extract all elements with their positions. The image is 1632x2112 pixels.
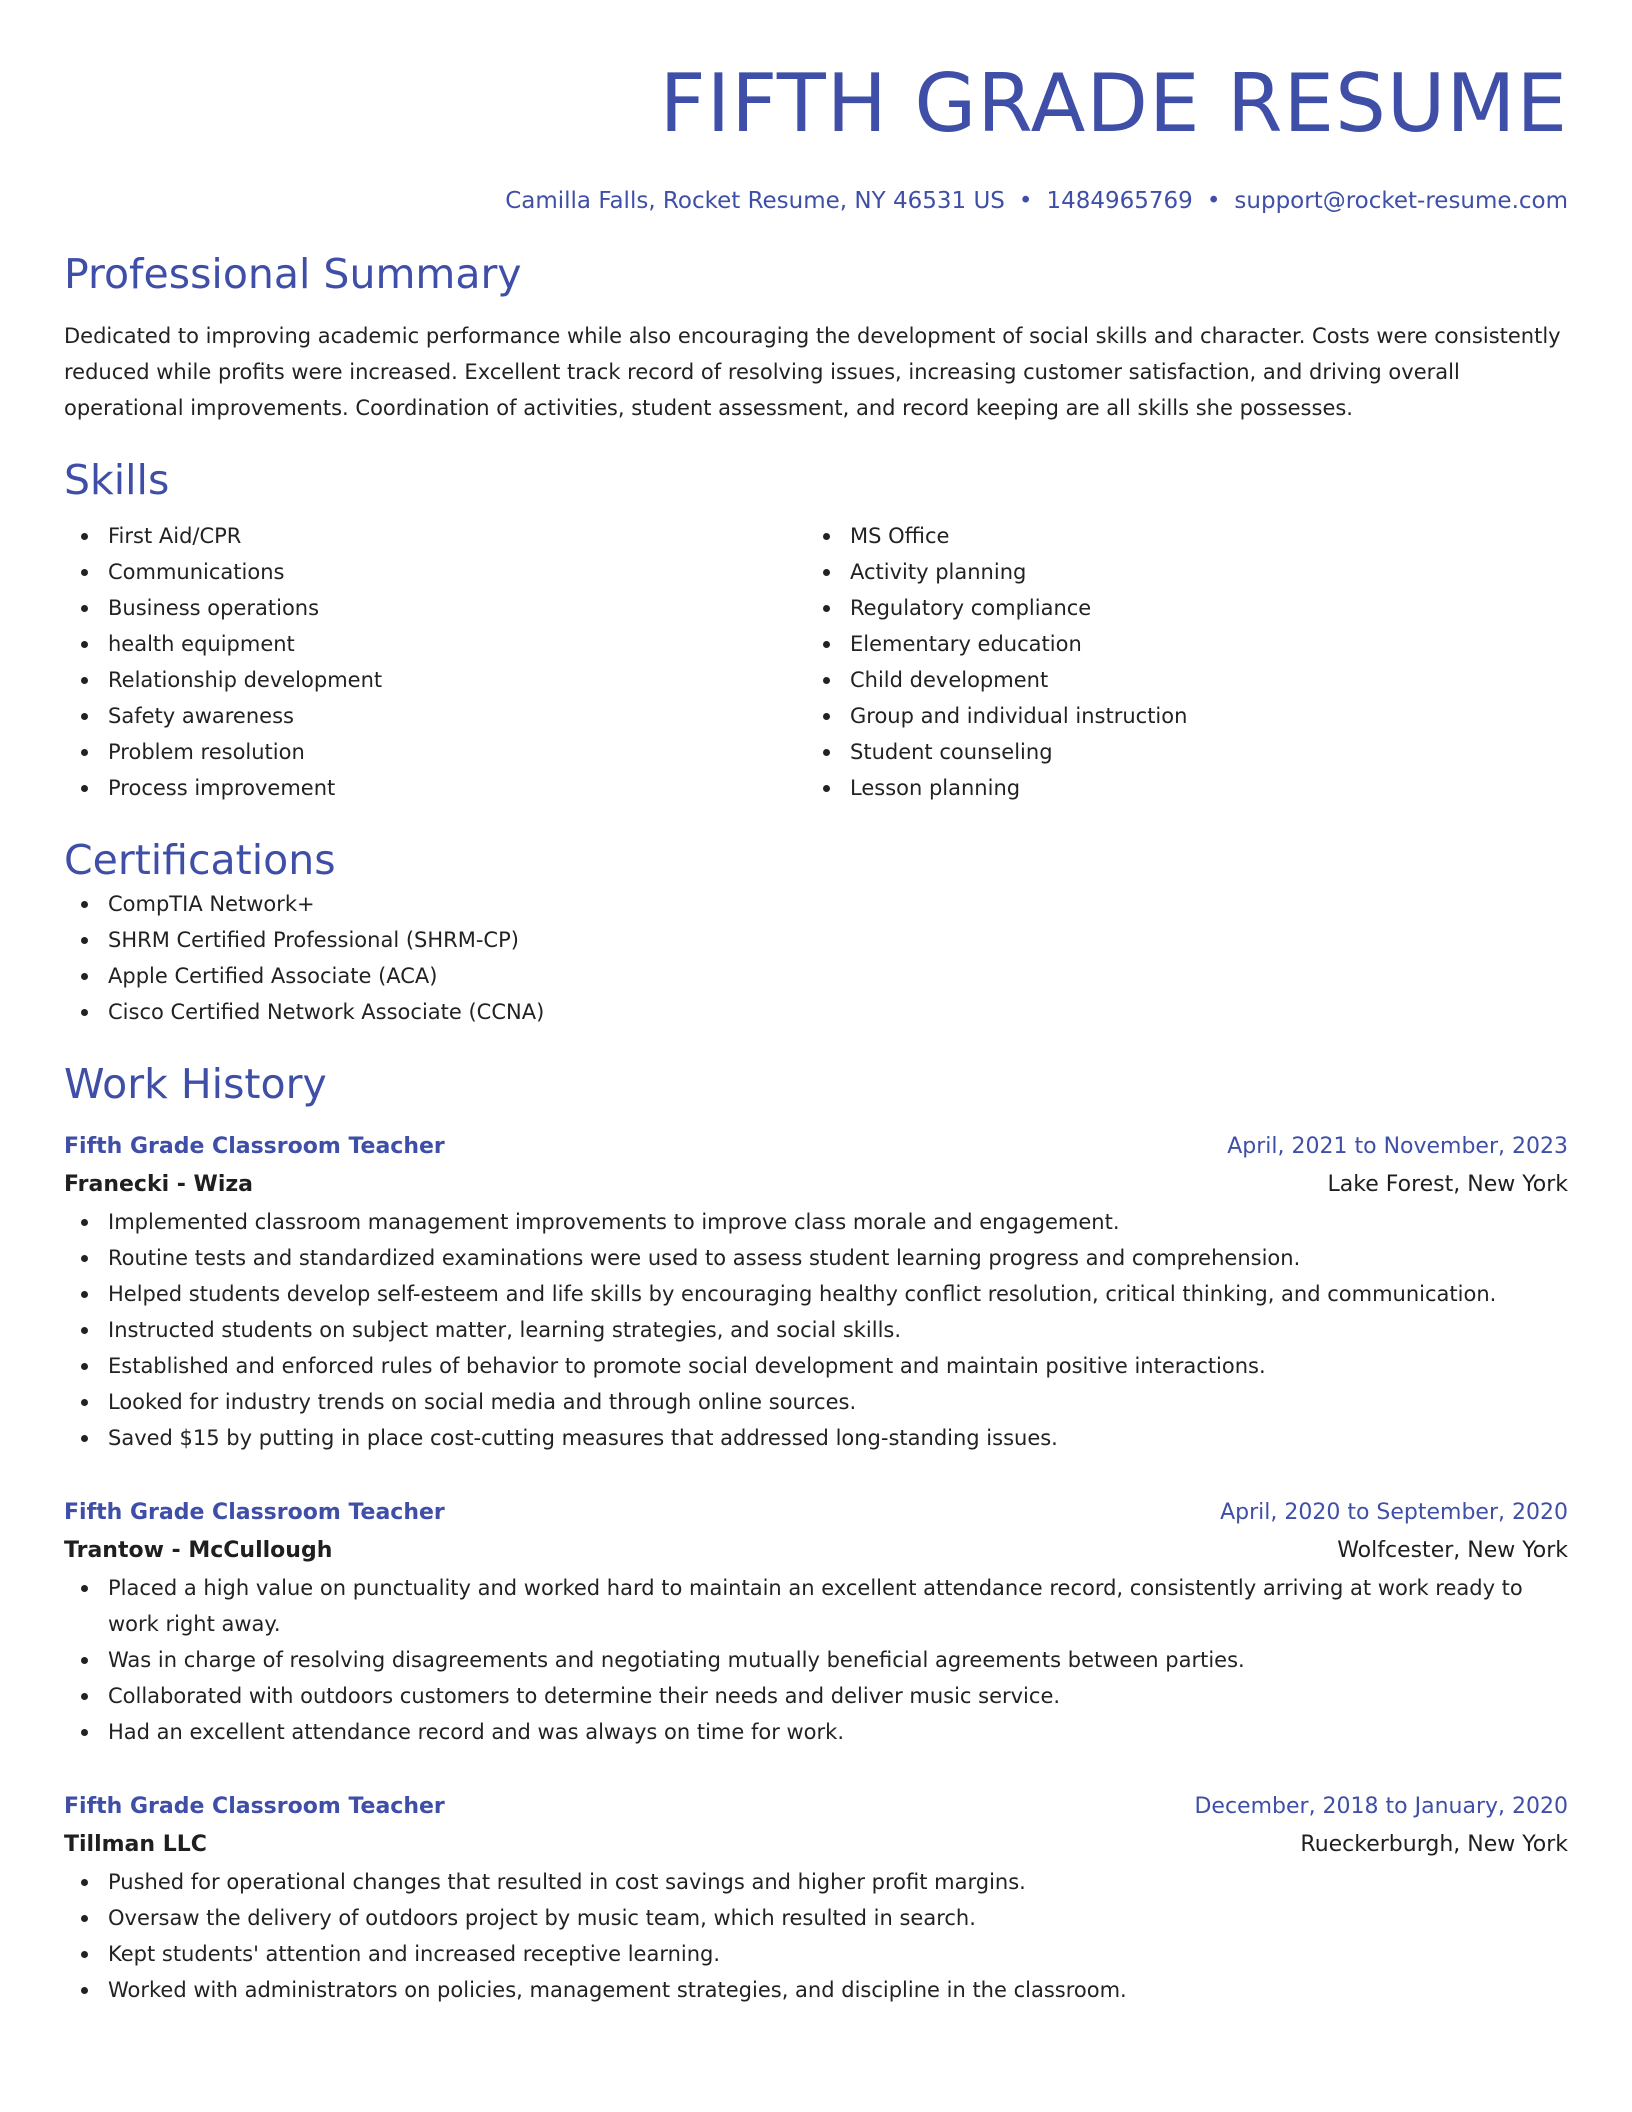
work-history-heading: Work History <box>64 1060 327 1108</box>
job-bullet: Kept students' attention and increased receptive learning. <box>64 1936 1568 1972</box>
resume-header <box>64 0 1568 216</box>
skill-item: Child development <box>806 662 1548 698</box>
skill-item: Business operations <box>64 590 806 626</box>
job-title: Fifth Grade Classroom Teacher <box>64 1134 445 1159</box>
job-company-row <box>64 1532 1568 1570</box>
skills-grid <box>64 518 1568 806</box>
job-bullet: Oversaw the delivery of outdoors project by music team, which resulted in search. <box>64 1900 1568 1936</box>
skill-item: Lesson planning <box>806 770 1548 806</box>
skill-item: First Aid/CPR <box>64 518 806 554</box>
job-bullet: Established and enforced rules of behavior to promote social development and maintain positive interactions. <box>64 1348 1568 1384</box>
contact-line <box>64 186 1568 216</box>
job-bullet: Pushed for operational changes that resulted in cost savings and higher profit margins. <box>64 1864 1568 1900</box>
skill-item: Safety awareness <box>64 698 806 734</box>
job-dates: April, 2021 to November, 2023 <box>1227 1134 1568 1159</box>
job-location: Rueckerburgh, New York <box>1300 1832 1568 1857</box>
contact-separator: • <box>1018 188 1033 214</box>
contact-address: Camilla Falls, Rocket Resume, NY 46531 US <box>505 188 1005 214</box>
skill-item: Student counseling <box>806 734 1548 770</box>
skill-item: Elementary education <box>806 626 1548 662</box>
certification-item: CompTIA Network+ <box>64 886 1568 922</box>
job-bullet: Instructed students on subject matter, learning strategies, and social skills. <box>64 1312 1568 1348</box>
job-dates: December, 2018 to January, 2020 <box>1194 1794 1568 1819</box>
certification-item: Apple Certified Associate (ACA) <box>64 958 1568 994</box>
job-bullet: Looked for industry trends on social media and through online sources. <box>64 1384 1568 1420</box>
job-bullets <box>64 1864 1568 2008</box>
job-bullets <box>64 1204 1568 1456</box>
certifications-heading: Certifications <box>64 836 336 884</box>
certification-item: SHRM Certified Professional (SHRM-CP) <box>64 922 1568 958</box>
skill-item: Activity planning <box>806 554 1548 590</box>
job-company-row <box>64 1826 1568 1864</box>
job-bullet: Had an excellent attendance record and was always on time for work. <box>64 1714 1568 1750</box>
contact-email: support@rocket-resume.com <box>1234 188 1568 214</box>
job-location: Lake Forest, New York <box>1327 1172 1568 1197</box>
contact-phone: 1484965769 <box>1046 188 1193 214</box>
resume-title: FIFTH GRADE RESUME <box>659 57 1568 150</box>
job-title: Fifth Grade Classroom Teacher <box>64 1500 445 1525</box>
job-company: Tillman LLC <box>64 1832 207 1857</box>
job-title-row <box>64 1788 1568 1826</box>
job-company: Trantow - McCullough <box>64 1538 333 1563</box>
job-entry <box>64 1788 1568 2008</box>
skills-heading: Skills <box>64 456 170 504</box>
skills-list-left <box>64 518 806 806</box>
job-company-row <box>64 1166 1568 1204</box>
skills-column-left <box>64 518 806 806</box>
certification-item: Cisco Certified Network Associate (CCNA) <box>64 994 1568 1030</box>
job-title-row <box>64 1128 1568 1166</box>
skill-item: Group and individual instruction <box>806 698 1548 734</box>
job-bullet: Implemented classroom management improvements to improve class morale and engagement. <box>64 1204 1568 1240</box>
skill-item: Process improvement <box>64 770 806 806</box>
job-bullet: Saved $15 by putting in place cost-cutting measures that addressed long-standing issues. <box>64 1420 1568 1456</box>
job-location: Wolfcester, New York <box>1337 1538 1568 1563</box>
skill-item: health equipment <box>64 626 806 662</box>
job-bullet: Helped students develop self-esteem and life skills by encouraging healthy conflict resolution, critical thinking, and communication. <box>64 1276 1568 1312</box>
certifications-list <box>64 886 1568 1030</box>
summary-heading: Professional Summary <box>64 250 522 298</box>
job-bullet: Worked with administrators on policies, management strategies, and discipline in the classroom. <box>64 1972 1568 2008</box>
contact-separator: • <box>1206 188 1221 214</box>
job-entry <box>64 1494 1568 1750</box>
job-bullet: Collaborated with outdoors customers to determine their needs and deliver music service. <box>64 1678 1568 1714</box>
job-bullet: Routine tests and standardized examinations were used to assess student learning progress and comprehension. <box>64 1240 1568 1276</box>
job-dates: April, 2020 to September, 2020 <box>1220 1500 1568 1525</box>
job-title-row <box>64 1494 1568 1532</box>
job-title: Fifth Grade Classroom Teacher <box>64 1794 445 1819</box>
skill-item: Communications <box>64 554 806 590</box>
job-bullet: Placed a high value on punctuality and worked hard to maintain an excellent attendance record, consistently arriving at work ready to work right away. <box>64 1570 1568 1642</box>
skill-item: Problem resolution <box>64 734 806 770</box>
job-bullet: Was in charge of resolving disagreements and negotiating mutually beneficial agreements between parties. <box>64 1642 1568 1678</box>
job-entry <box>64 1128 1568 1456</box>
skills-list-right <box>806 518 1548 806</box>
job-bullets <box>64 1570 1568 1750</box>
job-company: Franecki - Wiza <box>64 1172 254 1197</box>
skill-item: MS Office <box>806 518 1548 554</box>
summary-text: Dedicated to improving academic performance while also encouraging the development of social skills and character. Costs were consistently reduced while profits were increased. Excellent track record of resolving issues, increasing customer satisfaction, and driving overall operational improvements. Coordination of activities, student assessment, and record keeping are all skills she possesses. <box>64 324 1561 420</box>
skills-column-right <box>806 518 1548 806</box>
skill-item: Relationship development <box>64 662 806 698</box>
skill-item: Regulatory compliance <box>806 590 1548 626</box>
